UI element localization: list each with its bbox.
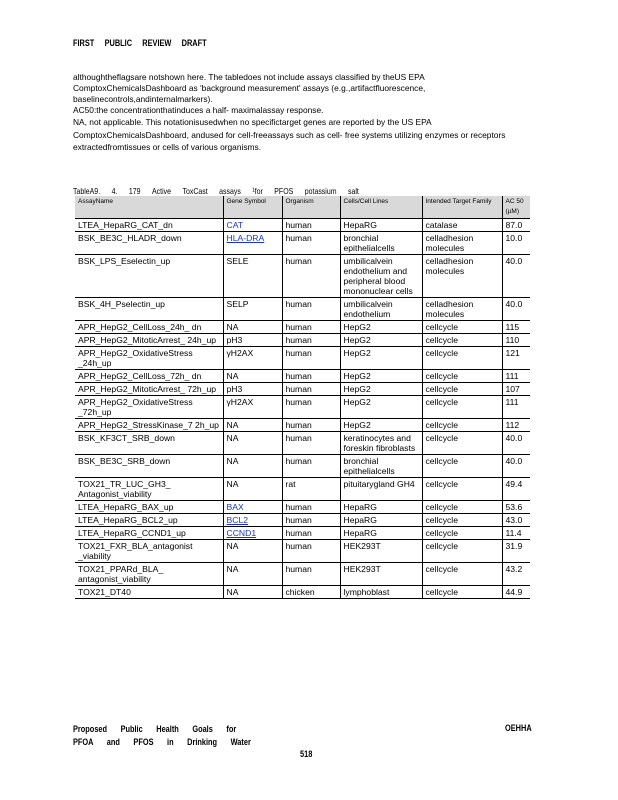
- target-family-cell: [422, 370, 502, 383]
- cell-line-cell-text: keratinocytes and foreskin fibroblasts: [343, 433, 416, 453]
- cell-line-cell-text: HepG2: [343, 420, 371, 430]
- gene-symbol-cell-text: NA: [226, 564, 239, 574]
- gene-symbol-cell: [223, 255, 282, 298]
- cell-line-cell: [340, 383, 422, 396]
- target-family-cell-text: cellcycle: [425, 564, 458, 574]
- assay-cell: [75, 232, 223, 255]
- cell-line-cell-text: bronchial epithelialcells: [343, 233, 395, 253]
- assay-cell-text: TOX21_TR_LUC_GH3_ Antagonist_viability: [78, 479, 171, 499]
- cell-line-cell: [340, 232, 422, 255]
- ac50-cell: [502, 255, 530, 298]
- organism-cell-text: human: [285, 371, 312, 381]
- table-row: [75, 527, 530, 540]
- cell-line-cell: [340, 527, 422, 540]
- organism-cell-text: human: [285, 420, 312, 430]
- table-row: [75, 232, 530, 255]
- gene-symbol-cell-text: NA: [226, 371, 239, 381]
- page-header: FIRST PUBLIC REVIEW DRAFT: [73, 38, 207, 48]
- target-family-cell: [422, 255, 502, 298]
- target-family-cell-text: cellcycle: [425, 515, 458, 525]
- target-family-cell: [422, 455, 502, 478]
- cell-line-cell-text: HepG2: [343, 348, 371, 358]
- ac50-cell-text: 43.0: [505, 515, 523, 525]
- assay-cell-text: TOX21_DT40: [78, 587, 131, 597]
- gene-symbol-cell-text[interactable]: CAT: [226, 220, 244, 230]
- note-ac50-definition: AC50:the concentrationthatinduces a half- maximalassay response.: [73, 105, 324, 115]
- organism-cell-text: human: [285, 220, 312, 230]
- table-row: [75, 334, 530, 347]
- ac50-cell-text: 115: [505, 322, 520, 332]
- gene-symbol-cell-text: SELE: [226, 256, 249, 266]
- gene-symbol-cell-text[interactable]: BCL2: [226, 515, 248, 525]
- ac50-cell-text: 87.0: [505, 220, 523, 230]
- target-family-cell-text: cellcycle: [425, 371, 458, 381]
- organism-cell: [282, 347, 340, 370]
- col-header-family: Intended Target Family: [422, 196, 502, 219]
- organism-cell: [282, 527, 340, 540]
- toxcast-assays-table: [75, 196, 530, 599]
- organism-cell: [282, 501, 340, 514]
- organism-cell-text: human: [285, 335, 312, 345]
- organism-cell-text: human: [285, 433, 312, 443]
- cell-line-cell-text: HepaRG: [343, 220, 377, 230]
- target-family-cell-text: cellcycle: [425, 348, 458, 358]
- ac50-cell: [502, 455, 530, 478]
- ac50-cell: [502, 219, 530, 232]
- col-header-cells: Cells/Cell Lines: [340, 196, 422, 219]
- assay-cell-text: APR_HepG2_StressKinase_7 2h_up: [78, 420, 219, 430]
- assay-cell: [75, 347, 223, 370]
- assay-cell: [75, 219, 223, 232]
- gene-symbol-cell: [223, 334, 282, 347]
- cell-line-cell: [340, 334, 422, 347]
- ac50-cell: [502, 347, 530, 370]
- assay-cell: [75, 455, 223, 478]
- assay-cell: [75, 586, 223, 599]
- organism-cell-text: human: [285, 299, 312, 309]
- target-family-cell: [422, 321, 502, 334]
- ac50-cell: [502, 383, 530, 396]
- cell-line-cell: [340, 432, 422, 455]
- target-family-cell-text: cellcycle: [425, 322, 458, 332]
- gene-symbol-cell-text: NA: [226, 541, 239, 551]
- gene-symbol-cell: [223, 540, 282, 563]
- target-family-cell: [422, 383, 502, 396]
- target-family-cell: [422, 540, 502, 563]
- ac50-cell-text: 110: [505, 335, 520, 345]
- target-family-cell: [422, 347, 502, 370]
- assay-cell-text: LTEA_HepaRG_BCL2_up: [78, 515, 178, 525]
- ac50-cell-text: 112: [505, 420, 520, 430]
- ac50-cell-text: 43.2: [505, 564, 523, 574]
- ac50-cell-text: 40.0: [505, 433, 523, 443]
- organism-cell: [282, 255, 340, 298]
- ac50-cell-text: 10.0: [505, 233, 523, 243]
- organism-cell: [282, 396, 340, 419]
- cell-line-cell-text: HepaRG: [343, 528, 377, 538]
- cell-line-cell: [340, 563, 422, 586]
- assay-cell-text: APR_HepG2_OxidativeStress _24h_up: [78, 348, 193, 368]
- table-row: [75, 298, 530, 321]
- cell-line-cell-text: bronchial epithelialcells: [343, 456, 395, 476]
- ac50-cell-text: 53.6: [505, 502, 523, 512]
- target-family-cell-text: cellcycle: [425, 502, 458, 512]
- cell-line-cell: [340, 298, 422, 321]
- organism-cell: [282, 334, 340, 347]
- cell-line-cell: [340, 396, 422, 419]
- target-family-cell-text: cellcycle: [425, 456, 458, 466]
- gene-symbol-cell-text[interactable]: HLA-DRA: [226, 233, 265, 243]
- cell-line-cell-text: HepG2: [343, 397, 371, 407]
- organism-cell: [282, 478, 340, 501]
- cell-line-cell: [340, 501, 422, 514]
- table-row: [75, 514, 530, 527]
- target-family-cell: [422, 419, 502, 432]
- gene-symbol-cell: [223, 370, 282, 383]
- note-na-definition: NA, not applicable. This notationisusedwhen no specifictarget genes are reported by the US EPA ComptoxChemicalsDashboard, andused for cell-freeassays such as cell- free systems utilizing enzymes or receptors extractedfromtissues or cells of various organisms.: [73, 117, 506, 152]
- assay-cell-text: APR_HepG2_CellLoss_24h_ dn: [78, 322, 202, 332]
- cell-line-cell: [340, 419, 422, 432]
- gene-symbol-cell: [223, 396, 282, 419]
- gene-symbol-cell-text: SELP: [226, 299, 249, 309]
- target-family-cell: [422, 396, 502, 419]
- assay-cell: [75, 540, 223, 563]
- cell-line-cell: [340, 514, 422, 527]
- organism-cell-text: chicken: [285, 587, 315, 597]
- assay-cell: [75, 255, 223, 298]
- assay-cell: [75, 478, 223, 501]
- target-family-cell-text: cellcycle: [425, 479, 458, 489]
- ac50-cell-text: 40.0: [505, 299, 523, 309]
- note-background-assays: althoughtheflagsare notshown here. The tabledoes not include assays classified by theUS EPA ComptoxChemicalsDashboard as 'background measurement' assays (e.g.,artifactfluorescence, baselinecontrols,andinternalmarkers).: [73, 72, 426, 104]
- col-header-organism: Organism: [282, 196, 340, 219]
- organism-cell-text: human: [285, 502, 312, 512]
- cell-line-cell: [340, 540, 422, 563]
- table-row: [75, 419, 530, 432]
- cell-line-cell-text: pituitarygland GH4: [343, 479, 415, 489]
- gene-symbol-cell-text: γH2AX: [226, 348, 254, 358]
- table-row: [75, 347, 530, 370]
- cell-line-cell-text: lymphoblast: [343, 587, 390, 597]
- organism-cell-text: rat: [285, 479, 296, 489]
- target-family-cell: [422, 432, 502, 455]
- assay-cell-text: LTEA_HepaRG_CAT_dn: [78, 220, 173, 230]
- col-header-gene: Gene Symbol: [223, 196, 282, 219]
- ac50-cell: [502, 514, 530, 527]
- assay-cell-text: BSK_BE3C_SRB_down: [78, 456, 171, 466]
- ac50-cell-text: 111: [505, 397, 519, 407]
- table-row: [75, 383, 530, 396]
- assay-cell-text: BSK_LPS_Eselectin_up: [78, 256, 171, 266]
- target-family-cell-text: celladhesion molecules: [425, 256, 474, 276]
- assay-cell: [75, 321, 223, 334]
- organism-cell: [282, 432, 340, 455]
- organism-cell: [282, 514, 340, 527]
- ac50-cell-text: 31.9: [505, 541, 523, 551]
- target-family-cell-text: cellcycle: [425, 420, 458, 430]
- gene-symbol-cell-text[interactable]: BAX: [226, 502, 244, 512]
- assay-cell-text: APR_HepG2_MitoticArrest_ 72h_up: [78, 384, 217, 394]
- gene-symbol-cell: [223, 321, 282, 334]
- cell-line-cell-text: HepG2: [343, 322, 371, 332]
- cell-line-cell-text: HepaRG: [343, 515, 377, 525]
- cell-line-cell: [340, 370, 422, 383]
- organism-cell: [282, 383, 340, 396]
- gene-symbol-cell: [223, 298, 282, 321]
- gene-symbol-cell-text: NA: [226, 322, 239, 332]
- assay-cell: [75, 563, 223, 586]
- organism-cell: [282, 540, 340, 563]
- ac50-cell: [502, 432, 530, 455]
- organism-cell-text: human: [285, 515, 312, 525]
- assay-cell-text: APR_HepG2_OxidativeStress _72h_up: [78, 397, 193, 417]
- assay-cell-text: BSK_BE3C_HLADR_down: [78, 233, 182, 243]
- gene-symbol-cell: [223, 514, 282, 527]
- cell-line-cell-text: umbilicalvein endothelium: [343, 299, 393, 319]
- gene-symbol-cell: [223, 419, 282, 432]
- assay-cell: [75, 514, 223, 527]
- col-header-assay: AssayName: [75, 196, 223, 219]
- ac50-cell: [502, 396, 530, 419]
- ac50-cell: [502, 540, 530, 563]
- gene-symbol-cell-text: γH2AX: [226, 397, 254, 407]
- cell-line-cell: [340, 586, 422, 599]
- gene-symbol-cell: [223, 347, 282, 370]
- table-row: [75, 586, 530, 599]
- assay-cell: [75, 370, 223, 383]
- assay-cell-text: TOX21_PPARd_BLA_ antagonist_viability: [78, 564, 164, 584]
- assay-cell: [75, 419, 223, 432]
- gene-symbol-cell: [223, 383, 282, 396]
- ac50-cell: [502, 419, 530, 432]
- footer-agency: OEHHA: [505, 723, 532, 733]
- gene-symbol-cell-text: pH3: [226, 335, 243, 345]
- col-header-ac50: AC 50 (µM): [502, 196, 530, 219]
- footer-title: Proposed Public Health Goals for PFOA and PFOS in Drinking Water: [73, 724, 251, 747]
- ac50-cell-text: 49.4: [505, 479, 523, 489]
- assay-cell-text: APR_HepG2_MitoticArrest_ 24h_up: [78, 335, 217, 345]
- organism-cell: [282, 563, 340, 586]
- cell-line-cell-text: umbilicalvein endothelium and peripheral blood mononuclear cells: [343, 256, 413, 296]
- target-family-cell: [422, 334, 502, 347]
- organism-cell-text: human: [285, 384, 312, 394]
- table-row: [75, 370, 530, 383]
- target-family-cell: [422, 563, 502, 586]
- organism-cell: [282, 370, 340, 383]
- ac50-cell: [502, 478, 530, 501]
- ac50-cell: [502, 586, 530, 599]
- target-family-cell-text: cellcycle: [425, 528, 458, 538]
- assay-cell: [75, 501, 223, 514]
- gene-symbol-cell: [223, 219, 282, 232]
- target-family-cell: [422, 219, 502, 232]
- organism-cell: [282, 232, 340, 255]
- target-family-cell: [422, 232, 502, 255]
- ac50-cell-text: 44.9: [505, 587, 523, 597]
- gene-symbol-cell-text: NA: [226, 433, 239, 443]
- target-family-cell-text: cellcycle: [425, 335, 458, 345]
- gene-symbol-cell: [223, 232, 282, 255]
- ac50-cell: [502, 563, 530, 586]
- ac50-cell: [502, 232, 530, 255]
- organism-cell-text: human: [285, 528, 312, 538]
- cell-line-cell: [340, 219, 422, 232]
- target-family-cell-text: cellcycle: [425, 587, 458, 597]
- organism-cell: [282, 455, 340, 478]
- table-row: [75, 478, 530, 501]
- cell-line-cell: [340, 478, 422, 501]
- assay-cell-text: BSK_KF3CT_SRB_down: [78, 433, 175, 443]
- organism-cell: [282, 419, 340, 432]
- organism-cell-text: human: [285, 397, 312, 407]
- gene-symbol-cell: [223, 563, 282, 586]
- organism-cell-text: human: [285, 233, 312, 243]
- organism-cell-text: human: [285, 564, 312, 574]
- organism-cell: [282, 298, 340, 321]
- target-family-cell-text: celladhesion molecules: [425, 233, 474, 253]
- cell-line-cell: [340, 255, 422, 298]
- assay-cell-text: BSK_4H_Pselectin_up: [78, 299, 165, 309]
- ac50-cell-text: 11.4: [505, 528, 522, 538]
- assay-cell: [75, 527, 223, 540]
- ac50-cell: [502, 298, 530, 321]
- notes-block: [73, 72, 523, 154]
- target-family-cell: [422, 501, 502, 514]
- gene-symbol-cell: [223, 478, 282, 501]
- ac50-cell: [502, 501, 530, 514]
- target-family-cell-text: celladhesion molecules: [425, 299, 474, 319]
- gene-symbol-cell-text: NA: [226, 420, 239, 430]
- ac50-cell-text: 111: [505, 371, 519, 381]
- ac50-cell: [502, 527, 530, 540]
- cell-line-cell: [340, 455, 422, 478]
- gene-symbol-cell-text: NA: [226, 456, 239, 466]
- table-row: [75, 432, 530, 455]
- gene-symbol-cell: [223, 501, 282, 514]
- gene-symbol-cell: [223, 527, 282, 540]
- ac50-cell-text: 121: [505, 348, 520, 358]
- assay-cell: [75, 432, 223, 455]
- organism-cell-text: human: [285, 256, 312, 266]
- cell-line-cell-text: HEK293T: [343, 541, 381, 551]
- table-caption: TableA9. 4. 179 Active ToxCast assays ¹for PFOS potassium salt: [73, 186, 359, 196]
- table-row: [75, 563, 530, 586]
- ac50-cell: [502, 370, 530, 383]
- gene-symbol-cell-text: NA: [226, 479, 239, 489]
- target-family-cell-text: cellcycle: [425, 541, 458, 551]
- assay-cell: [75, 298, 223, 321]
- table-row: [75, 219, 530, 232]
- organism-cell-text: human: [285, 322, 312, 332]
- gene-symbol-cell: [223, 455, 282, 478]
- ac50-cell-text: 107: [505, 384, 520, 394]
- organism-cell: [282, 219, 340, 232]
- gene-symbol-cell-text: pH3: [226, 384, 243, 394]
- table-row: [75, 540, 530, 563]
- table-row: [75, 455, 530, 478]
- page-number: 518: [300, 749, 313, 759]
- cell-line-cell-text: HepG2: [343, 384, 371, 394]
- table-header-row: [75, 196, 530, 219]
- table-row: [75, 396, 530, 419]
- cell-line-cell-text: HepG2: [343, 371, 371, 381]
- target-family-cell: [422, 298, 502, 321]
- gene-symbol-cell-text: NA: [226, 587, 239, 597]
- cell-line-cell-text: HEK293T: [343, 564, 381, 574]
- ac50-cell-text: 40.0: [505, 256, 523, 266]
- target-family-cell: [422, 514, 502, 527]
- organism-cell-text: human: [285, 541, 312, 551]
- assay-cell-text: TOX21_FXR_BLA_antagonist _viability: [78, 541, 193, 561]
- ac50-cell: [502, 321, 530, 334]
- assay-cell: [75, 383, 223, 396]
- cell-line-cell-text: HepG2: [343, 335, 371, 345]
- target-family-cell-text: cellcycle: [425, 384, 458, 394]
- gene-symbol-cell: [223, 432, 282, 455]
- target-family-cell-text: catalase: [425, 220, 458, 230]
- ac50-cell: [502, 334, 530, 347]
- table-row: [75, 255, 530, 298]
- organism-cell: [282, 321, 340, 334]
- assay-cell-text: APR_HepG2_CellLoss_72h_ dn: [78, 371, 202, 381]
- assay-cell: [75, 334, 223, 347]
- gene-symbol-cell: [223, 586, 282, 599]
- target-family-cell: [422, 586, 502, 599]
- organism-cell-text: human: [285, 456, 312, 466]
- target-family-cell-text: cellcycle: [425, 397, 458, 407]
- organism-cell-text: human: [285, 348, 312, 358]
- table-row: [75, 321, 530, 334]
- target-family-cell-text: cellcycle: [425, 433, 458, 443]
- cell-line-cell: [340, 321, 422, 334]
- target-family-cell: [422, 478, 502, 501]
- target-family-cell: [422, 527, 502, 540]
- assay-cell: [75, 396, 223, 419]
- assay-cell-text: LTEA_HepaRG_BAX_up: [78, 502, 174, 512]
- organism-cell: [282, 586, 340, 599]
- table-row: [75, 501, 530, 514]
- assay-cell-text: LTEA_HepaRG_CCND1_up: [78, 528, 186, 538]
- ac50-cell-text: 40.0: [505, 456, 523, 466]
- cell-line-cell: [340, 347, 422, 370]
- gene-symbol-cell-text[interactable]: CCND1: [226, 528, 257, 538]
- cell-line-cell-text: HepaRG: [343, 502, 377, 512]
